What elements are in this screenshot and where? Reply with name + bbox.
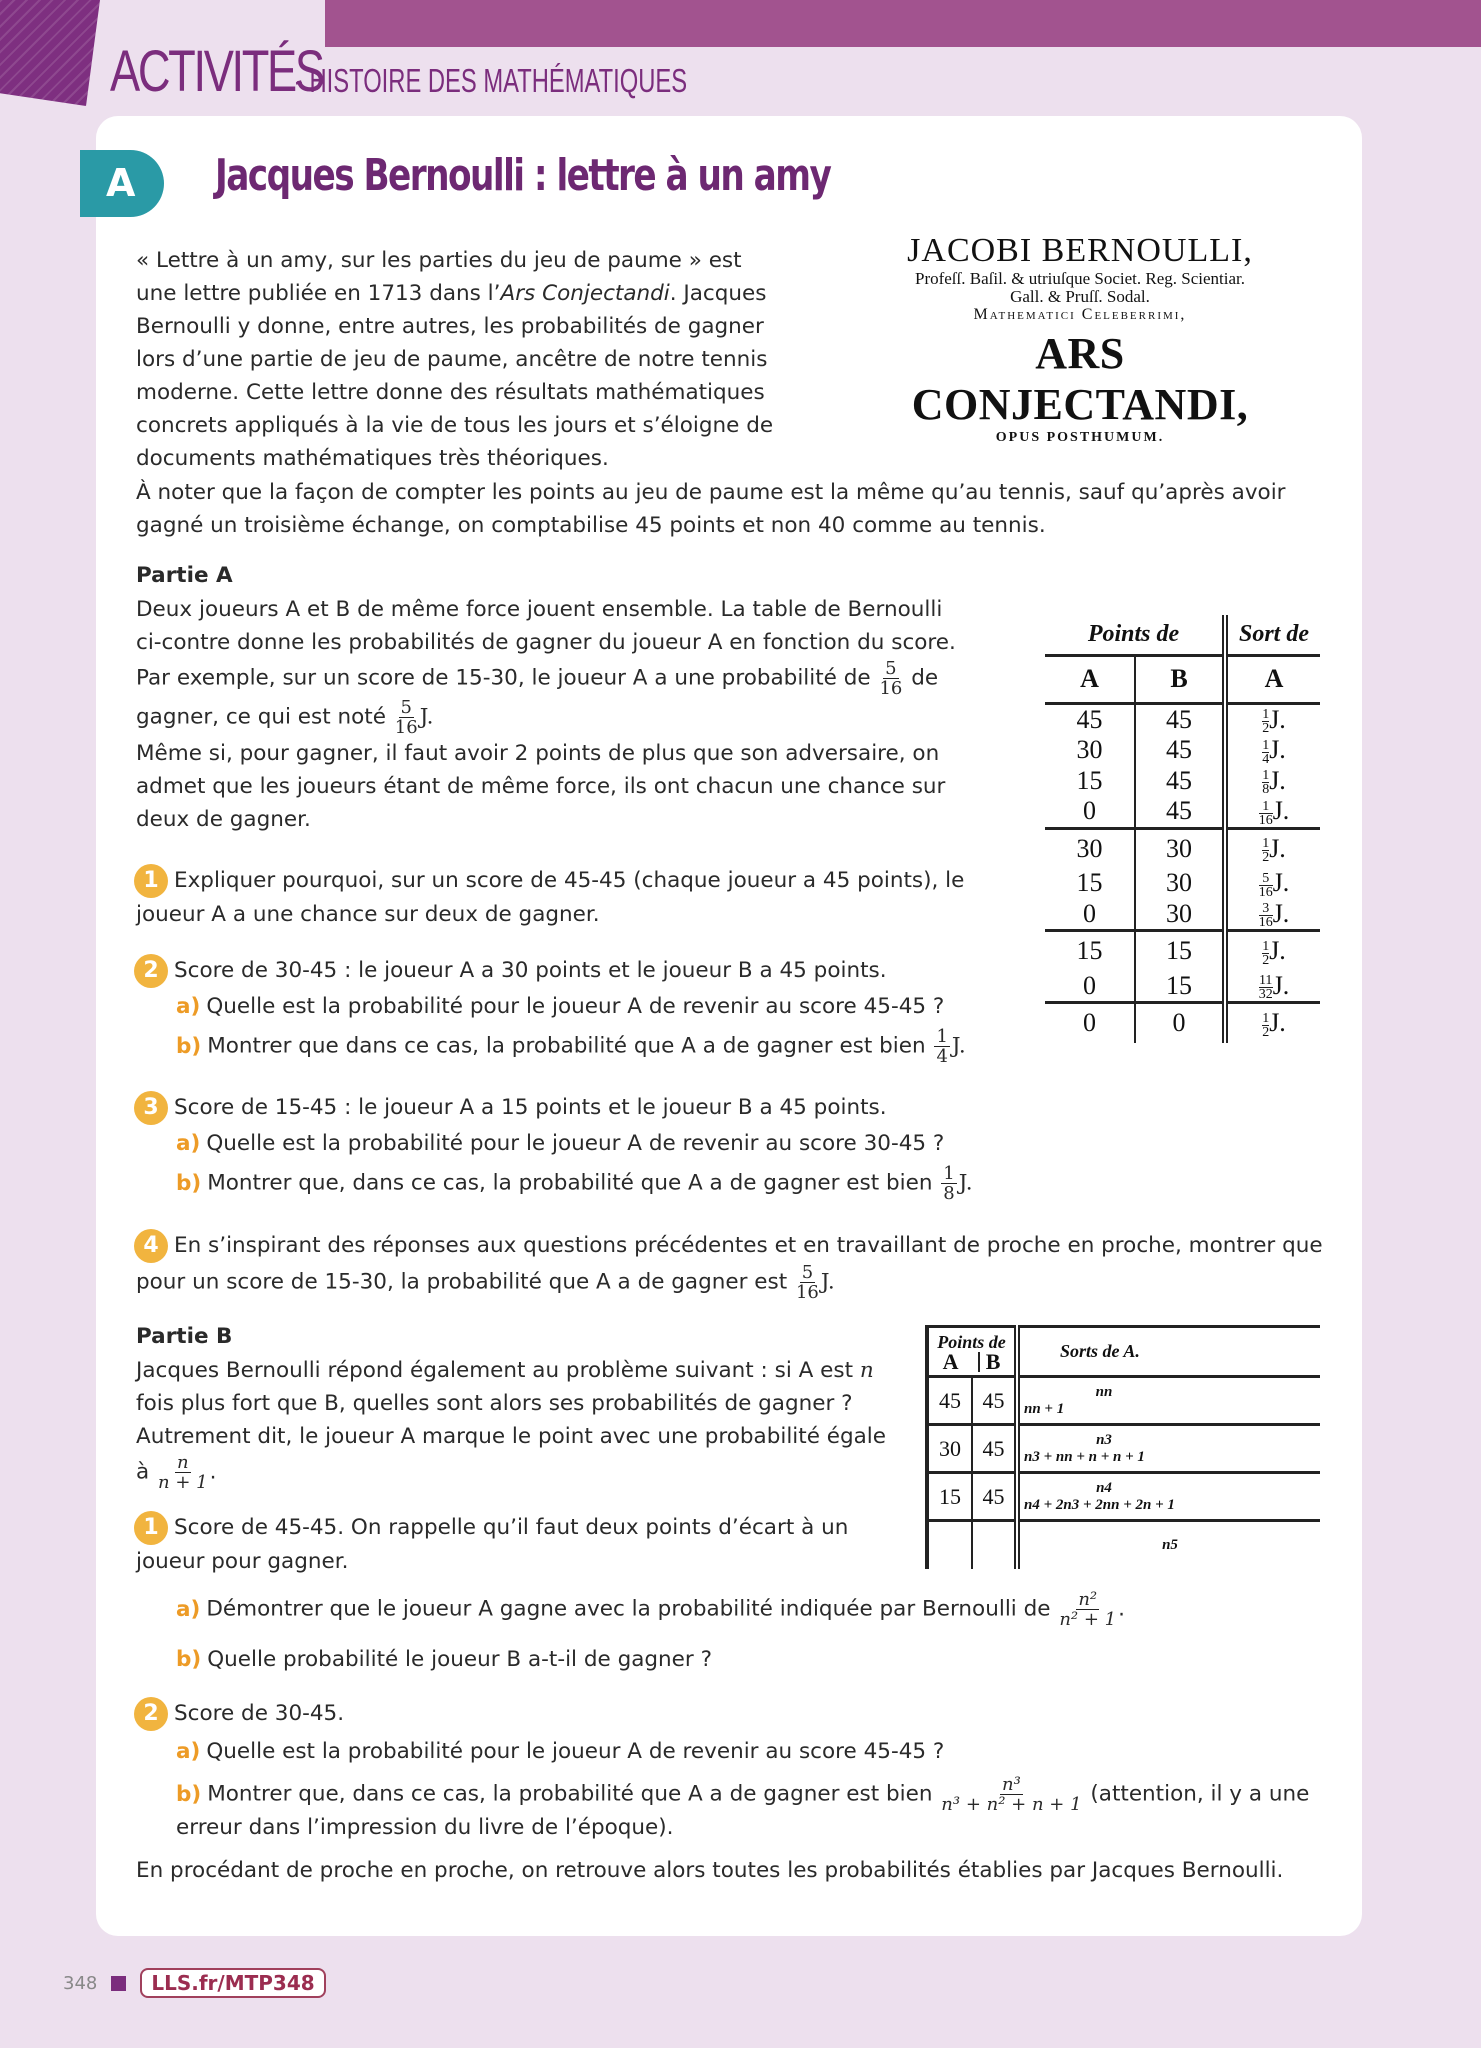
score-b: 45 <box>1135 735 1225 766</box>
score-a: 15 <box>1045 868 1135 899</box>
ars-conjectandi-title-page <box>862 232 1298 446</box>
score-a: 45 <box>927 1377 972 1425</box>
part-b-heading: Partie B <box>136 1324 233 1349</box>
table-row <box>927 1473 1320 1521</box>
table-row <box>1045 703 1320 735</box>
probability-formula: nn nn + 1 <box>1017 1377 1320 1425</box>
probability: $\frac{11}{32}$ J. <box>1258 970 1290 1003</box>
question-b2: 2 Score de 30-45. <box>136 1697 344 1731</box>
score-a: 45 <box>1045 703 1135 735</box>
score-a: 15 <box>1045 766 1135 797</box>
book-line: Mathematici Celeberrimi, <box>973 306 1187 323</box>
score-b: 0 <box>1135 1003 1225 1043</box>
question-a2: 2 Score de 30-45 : le joueur A a 30 points et le joueur B a 45 points. a) Quelle est la probabilité pour le joueur A de revenir au score 45-45 ? b) Montrer que dans ce cas, la probabilité que A a de gagner est bien $\frac{1}{4}$ J. <box>136 954 1136 1066</box>
book-line: Gall. & Pruſſ. Sodal. <box>1010 287 1150 306</box>
table-row <box>1045 931 1320 971</box>
score-a: 15 <box>927 1473 972 1521</box>
question-b1b: b) Quelle probabilité le joueur B a-t-il de gagner ? <box>176 1647 712 1672</box>
book-author: JACOBI BERNOULLI, <box>907 232 1253 269</box>
score-b: 45 <box>972 1425 1017 1473</box>
book-line: OPUS POSTHUMUM. <box>995 430 1165 445</box>
score-b: 45 <box>1135 796 1225 828</box>
probability: $\frac{1}{2}$ J. <box>1225 828 1320 868</box>
book-line: Profeſſ. Baſil. & utriuſque Societ. Reg. Scientiar. <box>914 269 1246 288</box>
table-row <box>1045 766 1320 797</box>
score-b: 30 <box>1135 868 1225 899</box>
probability: $\frac{5}{16}$ J. <box>1258 868 1290 900</box>
score-a: 15 <box>1045 931 1135 971</box>
table-row <box>1045 735 1320 766</box>
resource-link[interactable]: LLS.fr/MTP348 <box>140 1968 325 1998</box>
table-row <box>1045 796 1320 828</box>
probability: $\frac{3}{16}$ J. <box>1258 898 1290 931</box>
page-number: 348 <box>63 1972 98 1994</box>
page-footer <box>63 1968 326 1998</box>
score-a: 30 <box>1045 828 1135 868</box>
score-b: 30 <box>1135 828 1225 868</box>
score-b: 45 <box>1135 766 1225 797</box>
section-subtitle: - HISTOIRE DES MATHÉMATIQUES <box>295 62 688 99</box>
intro-note: À noter que la façon de compter les points au jeu de paume est la même qu’au tennis, sauf qu’après avoir gagné un troisième échange, on comptabilise 45 points et non 40 comme au tennis. <box>136 480 1286 538</box>
question-a3: 3 Score de 15-45 : le joueur A a 15 points et le joueur B a 45 points. a) Quelle est la probabilité pour le joueur A de revenir au score 30-45 ? b) Montrer que, dans ce cas, la probabilité que A a de gagner est bien $\frac{1}{8}$ J. <box>136 1091 1136 1203</box>
fraction: $\frac{5}{16}$ <box>879 658 903 699</box>
question-a1: 1 Expliquer pourquoi, sur un score de 45-45 (chaque joueur a 45 points), le joueur A a une chance sur deux de gagner. <box>136 864 986 931</box>
part-b-text: Jacques Bernoulli répond également au problème suivant : si A est n fois plus fort que B, quelles sont alors ses probabilités de gagner ? Autrement dit, le joueur A marque le point avec une probabilité égale à $\frac{n}{n + 1}$ . <box>136 1358 887 1493</box>
probability: $\frac{1}{2}$ J. <box>1225 931 1320 971</box>
probability: $\frac{1}{16}$ J. <box>1258 796 1290 828</box>
table-row <box>1045 899 1320 931</box>
probability-formula: n4 n4 + 2n3 + 2nn + 2n + 1 <box>1017 1473 1320 1521</box>
probability: $\frac{1}{2}$ J. <box>1262 704 1286 737</box>
part-a-text: Deux joueurs A et B de même force jouent ensemble. La table de Bernoulli ci-contre donne les probabilités de gagner du joueur A en fonction du score. Par exemple, sur un score de 15-30, le joueur A a une probabilité de $\frac{5}{16}$ de gagner, ce qui est noté $\frac{5}{16}$ J. Même si, pour gagner, il faut avoir 2 points de plus que son adversaire, on admet que les joueurs étant de même force, ils ont chacun une chance sur deux de gagner. <box>136 597 956 832</box>
page-header <box>110 38 688 105</box>
table-row <box>1045 868 1320 899</box>
question-b1a: a) Démontrer que le joueur A gagne avec la probabilité indiquée par Bernoulli de $\frac{\text{n²}}{\text{n² + 1}}$ . <box>176 1589 1125 1630</box>
activity-badge: A <box>80 150 164 217</box>
probability: $\frac{1}{4}$ J. <box>1262 735 1286 767</box>
score-a: 30 <box>1045 735 1135 766</box>
fraction: $\frac{5}{16}$ <box>394 697 418 738</box>
bernoulli-table-n-times-stronger: Points de A B Sorts de A. 45 45 nn nn + 1 30 45 n3 n3 + nn + n + n + 1 15 45 n4 n4 + 2n3 + 2nn + 2n + 1 n5 <box>925 1325 1320 1569</box>
book-title: ARS CONJECTANDI, <box>911 329 1249 429</box>
score-b: 30 <box>1135 899 1225 931</box>
score-b: 15 <box>1135 931 1225 971</box>
square-icon <box>111 1976 126 1991</box>
conclusion: En procédant de proche en proche, on retrouve alors toutes les probabilités établies par Jacques Bernoulli. <box>136 1858 1284 1883</box>
score-b: 45 <box>1135 703 1225 735</box>
score-b: 45 <box>972 1473 1017 1521</box>
score-a: 0 <box>1045 971 1135 1003</box>
score-b: 45 <box>972 1377 1017 1425</box>
intro-paragraph: « Lettre à un amy, sur les parties du jeu de paume » est une lettre publiée en 1713 dans l’Ars Conjectandi. Jacques Bernoulli y donne, entre autres, les probabilités de gagner lors d’une partie de jeu de paume, ancêtre de notre tennis moderne. Cette lettre donne des résultats mathématiques concrets appliqués à la vie de tous les jours et s’éloigne de documents mathématiques très théoriques. <box>136 248 774 471</box>
table-row <box>1045 828 1320 868</box>
question-b2a: a) Quelle est la probabilité pour le joueur A de revenir au score 45-45 ? <box>176 1739 945 1764</box>
score-a: 0 <box>1045 1003 1135 1043</box>
corner-decoration <box>0 0 100 106</box>
question-a4: 4 En s’inspirant des réponses aux questions précédentes et en travaillant de proche en proche, montrer que pour un score de 15-30, la probabilité que A a de gagner est $\frac{5}{16}$ J. <box>136 1229 1326 1302</box>
score-b: 15 <box>1135 971 1225 1003</box>
activity-title: Jacques Bernoulli : lettre à un amy <box>215 150 831 201</box>
header-bar <box>325 0 1481 47</box>
table-row <box>927 1377 1320 1425</box>
question-b2b: b) Montrer que, dans ce cas, la probabilité que A a de gagner est bien $\frac{\text{n³}}{\text{n³ + n² + n + 1}}$ (attention, il y a une erreur dans l’impression du livre de l’époque). <box>176 1774 1310 1840</box>
bernoulli-table-equal-force: Points de Sort de A B A 45 45 $\frac{1}{2}$ J. 30 45 $\frac{1}{4}$ J. 15 45 $\frac{1}{8}$ J. 0 45 $\frac{1}{16}$ J. 30 30 $\frac{1}{2}$ J. 15 30 $\frac{5}{16}$ J. 0 30 $\frac{3}{16}$ J. 15 15 $\frac{1}{2}$ J. 0 15 $\frac{11}{32}$ J. 0 0 $\frac{1}{2}$ J. <box>1045 615 1320 1043</box>
table-row <box>927 1425 1320 1473</box>
table-row: n5 <box>927 1521 1320 1569</box>
table-row <box>1045 1003 1320 1043</box>
probability: $\frac{1}{8}$ J. <box>1262 765 1286 798</box>
score-a: 0 <box>1045 796 1135 828</box>
probability-formula: n3 n3 + nn + n + n + 1 <box>1017 1425 1320 1473</box>
section-title: ACTIVITÉS <box>110 39 323 104</box>
probability: $\frac{1}{2}$ J. <box>1225 1003 1320 1043</box>
part-a-heading: Partie A <box>136 563 233 588</box>
score-a: 0 <box>1045 899 1135 931</box>
score-a: 30 <box>927 1425 972 1473</box>
table-row <box>1045 971 1320 1003</box>
question-b1: 1 Score de 45-45. On rappelle qu’il faut deux points d’écart à un joueur pour gagner. <box>136 1511 896 1578</box>
